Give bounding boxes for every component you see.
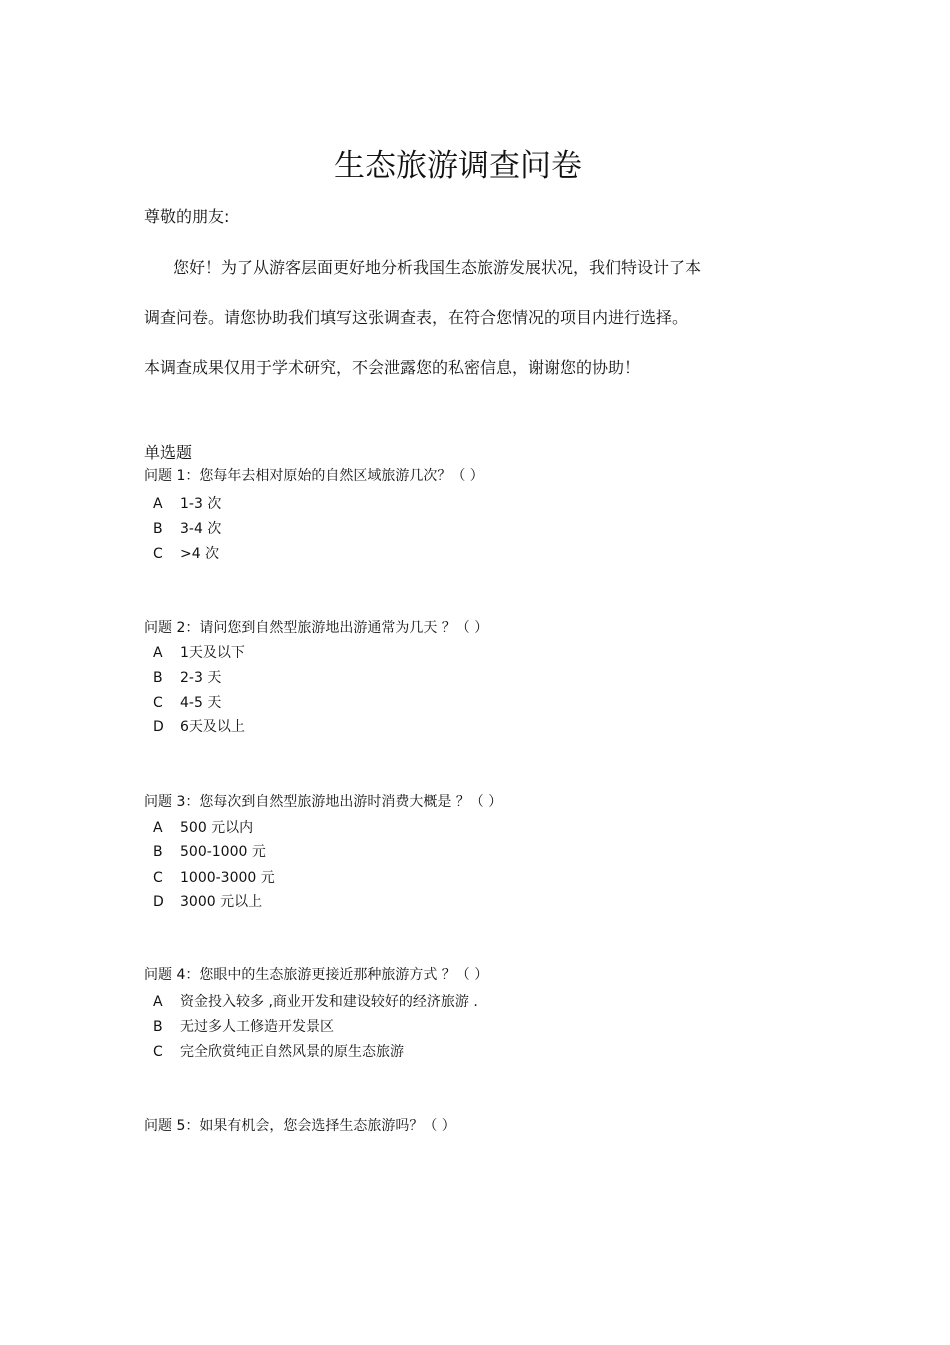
option-letter: C	[153, 1044, 163, 1060]
option-text: 1000-3000 元	[180, 870, 275, 886]
option-text: 完全欣赏纯正自然风景的原生态旅游	[180, 1044, 404, 1060]
question-3: 问题 3：您每次到自然型旅游地出游时消费大概是 ？（ ）	[144, 794, 503, 810]
option-text: 2-3 天	[180, 670, 222, 686]
option-letter: A	[153, 496, 163, 512]
option-letter: C	[153, 870, 163, 886]
option-text: 500 元以内	[180, 820, 254, 836]
option-text: >4 次	[180, 546, 220, 562]
question-4-option-c[interactable]	[153, 1042, 404, 1062]
option-letter: B	[153, 1019, 163, 1035]
option-text: 3-4 次	[180, 521, 222, 537]
greeting: 尊敬的朋友:	[144, 207, 230, 226]
question-4-option-b[interactable]	[153, 1017, 334, 1037]
intro-line-1: 您好！为了从游客层面更好地分析我国生态旅游发展状况，我们特设计了本	[173, 258, 702, 277]
option-text: 1天及以下	[180, 645, 245, 661]
question-1-option-c[interactable]	[153, 544, 219, 564]
question-2-option-c[interactable]	[153, 693, 221, 713]
question-2-option-b[interactable]	[153, 668, 221, 688]
question-2-option-d[interactable]	[153, 717, 245, 737]
option-letter: B	[153, 521, 163, 537]
option-text: 6天及以上	[180, 719, 245, 735]
option-letter: C	[153, 546, 163, 562]
question-3-option-b[interactable]	[153, 842, 266, 862]
option-letter: D	[153, 719, 164, 735]
option-text: 3000 元以上	[180, 894, 263, 910]
intro-line-2: 调查问卷。请您协助我们填写这张调查表，在符合您情况的项目内进行选择。	[144, 308, 689, 327]
page-title: 生态旅游调查问卷	[334, 148, 582, 184]
option-letter: B	[153, 844, 163, 860]
option-text: 4-5 天	[180, 695, 222, 711]
option-letter: D	[153, 894, 164, 910]
question-3-option-a[interactable]	[153, 818, 253, 838]
question-2-option-a[interactable]	[153, 643, 245, 663]
section-label: 单选题	[144, 443, 193, 462]
option-letter: A	[153, 645, 163, 661]
question-4-option-a[interactable]	[153, 992, 478, 1012]
option-text: 资金投入较多 ,商业开发和建设较好的经济旅游 .	[180, 994, 478, 1010]
question-2: 问题 2：请问您到自然型旅游地出游通常为几天 ？（ ）	[144, 620, 489, 636]
question-4: 问题 4：您眼中的生态旅游更接近那种旅游方式 ？（ ）	[144, 967, 489, 983]
question-3-option-c[interactable]	[153, 868, 275, 888]
intro-line-3: 本调查成果仅用于学术研究，不会泄露您的私密信息，谢谢您的协助！	[144, 358, 641, 377]
option-letter: A	[153, 820, 163, 836]
option-letter: A	[153, 994, 163, 1010]
question-5: 问题 5：如果有机会，您会选择生态旅游吗？（ ）	[144, 1118, 456, 1134]
question-1: 问题 1：您每年去相对原始的自然区域旅游几次？（ ）	[144, 468, 484, 484]
option-text: 1-3 次	[180, 496, 222, 512]
option-text: 无过多人工修造开发景区	[180, 1019, 334, 1035]
question-3-option-d[interactable]	[153, 892, 262, 912]
option-letter: B	[153, 670, 163, 686]
option-text: 500-1000 元	[180, 844, 266, 860]
question-1-option-a[interactable]	[153, 494, 221, 514]
option-letter: C	[153, 695, 163, 711]
question-1-option-b[interactable]	[153, 519, 221, 539]
